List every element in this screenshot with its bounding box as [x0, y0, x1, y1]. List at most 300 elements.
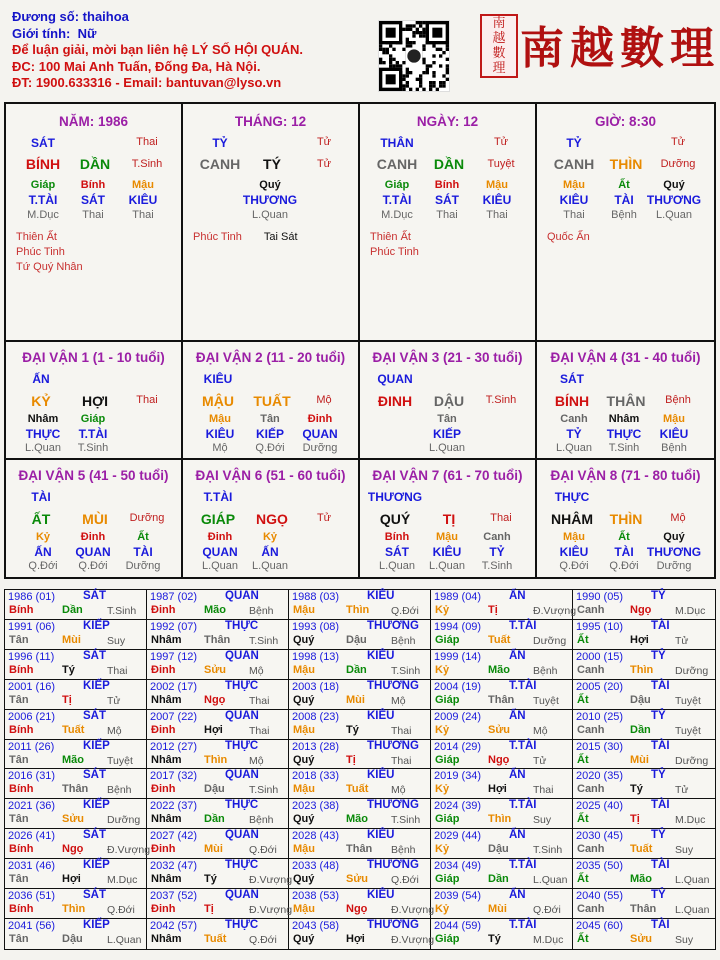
annual-stem: Mậu	[293, 723, 315, 736]
hidden-ten-god: ẤN	[261, 545, 279, 559]
annual-year: 2043 (58)	[292, 920, 340, 933]
annual-stem: Tân	[9, 933, 29, 946]
annual-branch: Dần	[630, 723, 651, 736]
annual-ten-god: SÁT	[83, 649, 106, 662]
annual-stem: Giáp	[435, 693, 460, 706]
annual-stem: Kỷ	[435, 783, 450, 796]
annual-branch: Tị	[630, 813, 640, 826]
hidden-ten-god: KIẾP	[255, 427, 284, 441]
annual-state: Bệnh	[249, 605, 274, 617]
annual-year: 2032 (47)	[150, 860, 198, 873]
annual-stem: Ất	[577, 753, 589, 766]
annual-ten-god: QUAN	[225, 829, 259, 842]
annual-state: Q.Đới	[107, 904, 135, 917]
annual-state: M.Dục	[107, 874, 138, 887]
ten-god-stem: THỰC	[554, 490, 590, 504]
annual-branch: Hợi	[630, 633, 649, 646]
annual-stem: Canh	[577, 783, 605, 796]
annual-cell[interactable]	[289, 650, 431, 680]
annual-state: Bệnh	[391, 634, 416, 647]
annual-branch: Hợi	[204, 723, 223, 736]
hidden-stem: Ất	[618, 531, 630, 543]
branch-state: Dưỡng	[660, 158, 696, 170]
annual-cell[interactable]	[147, 859, 293, 889]
annual-stem: Giáp	[435, 873, 460, 886]
hidden-stem: Mậu	[436, 531, 458, 543]
hidden-ten-god: TÀI	[133, 545, 153, 559]
branch-state: Thai	[136, 394, 158, 406]
hidden-stem: Mậu	[132, 179, 154, 191]
annual-cell[interactable]	[289, 710, 431, 740]
annual-stem: Giáp	[435, 813, 460, 826]
annual-cell[interactable]	[5, 740, 147, 770]
annual-cell[interactable]	[573, 680, 715, 710]
brand-logo	[480, 10, 720, 82]
hidden-stem: Tân	[437, 413, 457, 425]
hidden-stem: Giáp	[30, 179, 56, 191]
dai-van-4	[537, 342, 714, 460]
annual-year: 2013 (28)	[292, 740, 340, 753]
annual-cell[interactable]	[573, 769, 715, 799]
annual-year: 2012 (27)	[150, 740, 198, 753]
annual-cell[interactable]	[289, 590, 431, 620]
ten-god-stem: QUAN	[377, 372, 413, 386]
annual-stem: Canh	[577, 903, 605, 916]
annual-branch: Tý	[346, 723, 359, 736]
annual-cell[interactable]	[289, 620, 431, 650]
annual-branch: Mão	[630, 873, 652, 886]
heavenly-stem: CANH	[376, 156, 418, 172]
annual-ten-god: THƯƠNG	[367, 799, 419, 812]
annual-cell[interactable]	[431, 889, 573, 919]
heavenly-stem: NHÂM	[551, 511, 593, 527]
annual-stem: Tân	[9, 633, 29, 646]
heavenly-stem: MẬU	[202, 393, 234, 409]
annual-cell[interactable]	[431, 919, 573, 949]
annual-cell[interactable]	[289, 919, 435, 949]
annual-ten-god: KIẾP	[83, 859, 110, 872]
annual-cell[interactable]	[5, 620, 147, 650]
annual-cell[interactable]	[573, 799, 715, 829]
hidden-state: L.Quan	[24, 442, 62, 454]
ten-god-stem: SÁT	[560, 372, 584, 386]
annual-ten-god: THỰC	[225, 919, 259, 932]
annual-ten-god: SÁT	[83, 829, 106, 842]
annual-stem: Ất	[577, 813, 589, 826]
annual-year: 2016 (31)	[8, 770, 56, 783]
annual-cell[interactable]	[147, 650, 289, 680]
annual-stem: Canh	[577, 723, 605, 736]
annual-ten-god: ẤN	[509, 889, 526, 902]
annual-cell[interactable]	[5, 710, 147, 740]
annual-cell[interactable]	[289, 740, 431, 770]
annual-branch: Thân	[488, 693, 515, 706]
annual-cell[interactable]	[289, 889, 435, 919]
seal-char: 理	[492, 61, 506, 76]
annual-branch: Thân	[62, 783, 89, 796]
hidden-state: Thai	[132, 209, 154, 221]
gender-label: Giới tính:	[12, 25, 71, 41]
annual-year: 2027 (42)	[150, 830, 198, 843]
branch-state: T.Sinh	[485, 394, 517, 406]
pillar-title: NGÀY: 12	[416, 114, 479, 129]
annual-cell[interactable]	[289, 829, 431, 859]
annual-year: 2025 (40)	[576, 800, 624, 813]
annual-state: M.Dục	[675, 814, 706, 827]
annual-stem: Tân	[9, 693, 29, 706]
dai-van-2	[183, 342, 360, 460]
annual-cell[interactable]	[431, 680, 573, 710]
annual-branch: Tý	[204, 873, 217, 886]
annual-cell[interactable]	[147, 680, 289, 710]
hidden-ten-god: THƯƠNG	[242, 193, 298, 207]
annual-cell[interactable]	[147, 829, 289, 859]
annual-cell[interactable]	[573, 889, 715, 919]
annual-cell[interactable]	[147, 769, 289, 799]
annual-ten-god: KIÊU	[367, 709, 395, 722]
annual-stem: Nhâm	[151, 933, 182, 946]
annual-year: 2021 (36)	[8, 800, 56, 813]
hidden-ten-god: KIÊU	[659, 427, 689, 441]
annual-branch: Ngọ	[204, 693, 226, 706]
annual-year: 2031 (46)	[8, 860, 56, 873]
branch-state: Tử	[316, 158, 332, 170]
annual-branch: Thân	[346, 843, 373, 856]
annual-cell[interactable]	[147, 799, 289, 829]
annual-year: 1997 (12)	[150, 650, 198, 663]
annual-cell[interactable]	[573, 710, 715, 740]
hidden-state: Dưỡng	[302, 442, 338, 454]
annual-ten-god: KIÊU	[367, 829, 395, 842]
annual-cell[interactable]	[289, 680, 431, 710]
qr-code[interactable]	[378, 20, 450, 92]
annual-stem: Ất	[577, 633, 589, 646]
annual-state: Q.Đới	[391, 605, 419, 617]
stem-state: Tử	[316, 136, 332, 148]
annual-stem: Quý	[293, 933, 315, 946]
hidden-stem: Đinh	[80, 531, 106, 543]
seal-char: 南	[492, 16, 506, 31]
hidden-ten-god: TỶ	[566, 427, 582, 441]
earthly-branch: THÌN	[609, 156, 643, 172]
annual-year: 1995 (10)	[576, 620, 624, 633]
star-list	[547, 230, 590, 245]
earthly-branch: DẬU	[433, 393, 465, 409]
annual-cell[interactable]	[573, 620, 715, 650]
annual-stem: Tân	[9, 813, 29, 826]
annual-branch: Sửu	[488, 723, 511, 736]
annual-cell[interactable]	[147, 710, 289, 740]
annual-branch: Tuất	[346, 783, 369, 796]
hidden-stem: Canh	[483, 531, 511, 543]
annual-cell[interactable]	[431, 769, 573, 799]
annual-year: 2039 (54)	[434, 890, 482, 903]
annual-cell[interactable]	[289, 769, 431, 799]
owner-value: thaihoa	[82, 9, 129, 24]
annual-stem: Tân	[9, 753, 29, 766]
annual-cell[interactable]	[431, 829, 573, 859]
annual-year: 1988 (03)	[292, 591, 340, 603]
annual-stem: Đinh	[151, 783, 176, 796]
annual-cell[interactable]	[147, 740, 289, 770]
annual-ten-god: ẤN	[509, 590, 526, 602]
annual-cell[interactable]	[5, 680, 147, 710]
hidden-state: Thai	[563, 209, 585, 221]
annual-stem: Mậu	[293, 663, 315, 676]
annual-branch: Ngọ	[488, 753, 510, 766]
hidden-state: L.Quan	[251, 560, 289, 572]
annual-stem: Kỷ	[435, 843, 450, 856]
annual-cell[interactable]	[5, 799, 147, 829]
dai-van-6	[183, 460, 360, 577]
hidden-ten-god: TÀI	[614, 545, 634, 559]
annual-ten-god: TỶ	[651, 889, 666, 902]
hidden-ten-god: THỰC	[606, 427, 642, 441]
hidden-ten-god: THƯƠNG	[646, 545, 702, 559]
annual-branch: Thân	[204, 633, 231, 646]
annual-state: Thai	[533, 784, 554, 797]
annual-state: L.Quan	[533, 874, 568, 887]
annual-ten-god: T.TÀI	[509, 679, 537, 692]
annual-state: Thai	[391, 754, 412, 767]
annual-branch: Mùi	[346, 693, 365, 706]
annual-branch: Sửu	[62, 813, 85, 826]
hidden-state: Q.Đới	[255, 442, 285, 454]
annual-cell[interactable]	[5, 829, 151, 859]
annual-cell[interactable]	[431, 710, 573, 740]
annual-branch: Mão	[62, 753, 84, 766]
hidden-state: L.Quan	[428, 560, 466, 572]
pillar-hour	[537, 104, 714, 342]
annual-cell[interactable]	[289, 799, 431, 829]
annual-cell[interactable]	[573, 859, 715, 889]
hidden-ten-god: KIÊU	[128, 193, 158, 207]
gender-value: Nữ	[77, 25, 97, 41]
annual-stem: Đinh	[151, 843, 176, 856]
hidden-ten-god: KIÊU	[559, 545, 589, 559]
annual-state: L.Quan	[675, 904, 710, 917]
annual-ten-god: TỶ	[651, 649, 666, 662]
annual-year: 1989 (04)	[434, 591, 482, 603]
hidden-ten-god: SÁT	[385, 545, 409, 559]
hidden-state: M.Dục	[27, 209, 59, 221]
annual-year: 2028 (43)	[292, 830, 340, 843]
annual-ten-god: ẤN	[509, 649, 526, 662]
annual-branch: Thìn	[630, 663, 654, 676]
annual-stem: Tân	[9, 873, 29, 886]
annual-stem: Quý	[293, 753, 315, 766]
annual-branch: Mão	[488, 663, 510, 676]
annual-state: Bệnh	[533, 664, 558, 677]
annual-branch: Thìn	[62, 903, 86, 916]
annual-branch: Tuất	[488, 633, 511, 646]
annual-stem: Mậu	[293, 903, 315, 916]
annual-stem: Mậu	[293, 604, 315, 616]
dai-van-title: ĐẠI VẬN 1 (1 - 10 tuổi)	[22, 350, 165, 365]
annual-year: 1996 (11)	[8, 650, 55, 663]
hidden-stem: Bính	[80, 179, 106, 191]
annual-stem: Quý	[293, 633, 315, 646]
annual-stem: Nhâm	[151, 693, 182, 706]
earthly-branch: MÙI	[82, 511, 108, 527]
annual-state: T.Sinh	[391, 814, 421, 827]
annual-state: Tử	[533, 754, 547, 767]
annual-year: 1986 (01)	[8, 591, 56, 603]
annual-state: Dưỡng	[107, 814, 141, 827]
annual-stem: Ất	[577, 873, 589, 886]
annual-branch: Hợi	[62, 873, 81, 886]
annual-state: Mộ	[107, 724, 122, 737]
annual-state: T.Sinh	[107, 605, 137, 617]
seal-char: 數	[492, 46, 506, 61]
hidden-stem: Ất	[618, 179, 630, 191]
annual-year: 2026 (41)	[8, 830, 56, 843]
heavenly-stem: ĐINH	[377, 393, 413, 409]
annual-ten-god: SÁT	[83, 889, 106, 902]
annual-state: Đ.Vượng	[249, 874, 293, 887]
annual-ten-god: ẤN	[509, 769, 526, 782]
earthly-branch: THÂN	[606, 393, 646, 409]
annual-year: 2040 (55)	[576, 890, 624, 903]
dai-van-7	[360, 460, 537, 577]
annual-luck-table	[4, 589, 716, 950]
ten-god-stem: SÁT	[31, 136, 55, 150]
annual-branch: Tuất	[62, 723, 85, 736]
stem-state: Tử	[670, 136, 686, 148]
annual-branch: Tị	[346, 753, 356, 766]
annual-state: Mộ	[391, 694, 406, 707]
annual-cell[interactable]	[431, 590, 577, 620]
annual-ten-god: T.TÀI	[509, 919, 537, 932]
hidden-stem: Mậu	[563, 179, 585, 191]
hidden-ten-god: T.TÀI	[78, 427, 108, 441]
annual-cell[interactable]	[431, 859, 573, 889]
annual-branch: Hợi	[488, 783, 507, 796]
annual-year: 2018 (33)	[292, 770, 340, 783]
annual-year: 2008 (23)	[292, 710, 340, 723]
annual-cell[interactable]	[147, 889, 293, 919]
annual-year: 2005 (20)	[576, 680, 624, 693]
annual-state: Tử	[675, 634, 689, 647]
annual-state: T.Sinh	[249, 634, 279, 647]
annual-cell[interactable]	[573, 919, 715, 949]
annual-state: Đ.Vượng	[249, 904, 293, 917]
annual-branch: Tý	[630, 783, 643, 796]
annual-stem: Canh	[577, 663, 605, 676]
contact-line: Để luận giải, mời bạn liên hệ LÝ SỐ HỘI QUÁN.	[12, 42, 303, 57]
hidden-ten-god: SÁT	[435, 193, 459, 207]
annual-stem: Giáp	[435, 753, 460, 766]
annual-stem: Quý	[293, 873, 315, 886]
annual-branch: Dậu	[204, 783, 225, 796]
annual-year: 1992 (07)	[150, 620, 198, 633]
heavenly-stem: GIÁP	[200, 511, 236, 527]
hidden-ten-god: KIÊU	[482, 193, 512, 207]
hidden-ten-god: TÀI	[614, 193, 634, 207]
hidden-stem: Bính	[434, 179, 460, 191]
pillar-month	[183, 104, 360, 342]
annual-cell[interactable]	[573, 829, 715, 859]
annual-branch: Mão	[204, 604, 226, 616]
annual-cell[interactable]	[5, 919, 147, 949]
annual-ten-god: KIÊU	[367, 590, 395, 602]
annual-cell[interactable]	[5, 650, 147, 680]
annual-ten-god: THƯƠNG	[367, 739, 419, 752]
dai-van-title: ĐẠI VẬN 7 (61 - 70 tuổi)	[372, 468, 523, 483]
annual-stem: Bính	[9, 663, 34, 676]
annual-cell[interactable]	[573, 740, 715, 770]
branch-state: Bệnh	[665, 394, 691, 406]
annual-cell[interactable]	[147, 620, 289, 650]
annual-branch: Tị	[488, 604, 498, 616]
annual-state: Tử	[675, 784, 689, 797]
annual-ten-god: THƯƠNG	[367, 919, 419, 932]
annual-cell[interactable]	[573, 650, 715, 680]
annual-cell[interactable]	[5, 859, 147, 889]
annual-year: 2033 (48)	[292, 860, 340, 873]
annual-cell[interactable]	[431, 799, 573, 829]
annual-cell[interactable]	[573, 590, 715, 620]
annual-cell[interactable]	[5, 889, 147, 919]
hidden-state: Mộ	[212, 442, 228, 454]
annual-stem: Kỷ	[435, 604, 450, 616]
annual-state: Dưỡng	[533, 634, 567, 647]
annual-stem: Bính	[9, 783, 34, 796]
hidden-ten-god: ẤN	[34, 545, 52, 559]
annual-cell[interactable]	[147, 590, 289, 620]
annual-year: 2017 (32)	[150, 770, 198, 783]
annual-ten-god: QUAN	[225, 590, 259, 602]
header-info	[12, 9, 372, 92]
red-seal	[480, 14, 518, 78]
annual-ten-god: T.TÀI	[509, 859, 537, 872]
annual-stem: Canh	[577, 604, 605, 616]
annual-stem: Bính	[9, 843, 34, 856]
ten-god-stem: THƯƠNG	[367, 490, 423, 504]
ten-god-stem: TỶ	[566, 136, 582, 150]
branch-state: Mộ	[316, 394, 332, 406]
annual-cell[interactable]	[5, 590, 147, 620]
annual-cell[interactable]	[431, 740, 573, 770]
hidden-stem: Kỷ	[262, 531, 278, 543]
annual-ten-god: TÀI	[651, 799, 670, 812]
annual-year: 2037 (52)	[150, 890, 198, 903]
annual-state: L.Quan	[107, 934, 142, 947]
address-line: ĐC: 100 Mai Anh Tuấn, Đống Đa, Hà Nội.	[12, 58, 261, 74]
ten-god-stem: TỶ	[212, 136, 228, 150]
annual-ten-god: SÁT	[83, 590, 106, 602]
annual-cell[interactable]	[147, 919, 289, 949]
annual-cell[interactable]	[431, 620, 573, 650]
annual-ten-god: THƯƠNG	[367, 679, 419, 692]
annual-year: 2014 (29)	[434, 740, 482, 753]
earthly-branch: TÝ	[263, 156, 281, 172]
annual-stem: Ất	[577, 933, 589, 946]
annual-year: 2000 (15)	[576, 650, 624, 663]
annual-cell[interactable]	[289, 859, 431, 889]
branch-state: T.Sinh	[131, 158, 163, 170]
annual-stem: Đinh	[151, 903, 176, 916]
annual-stem: Bính	[9, 903, 34, 916]
annual-branch: Tuất	[204, 933, 227, 946]
annual-cell[interactable]	[5, 769, 147, 799]
annual-ten-god: KIÊU	[367, 889, 395, 902]
annual-year: 2003 (18)	[292, 680, 340, 693]
annual-branch: Tị	[204, 903, 214, 916]
annual-cell[interactable]	[431, 650, 573, 680]
annual-ten-god: TỶ	[651, 829, 666, 842]
annual-branch: Ngọ	[62, 843, 84, 856]
